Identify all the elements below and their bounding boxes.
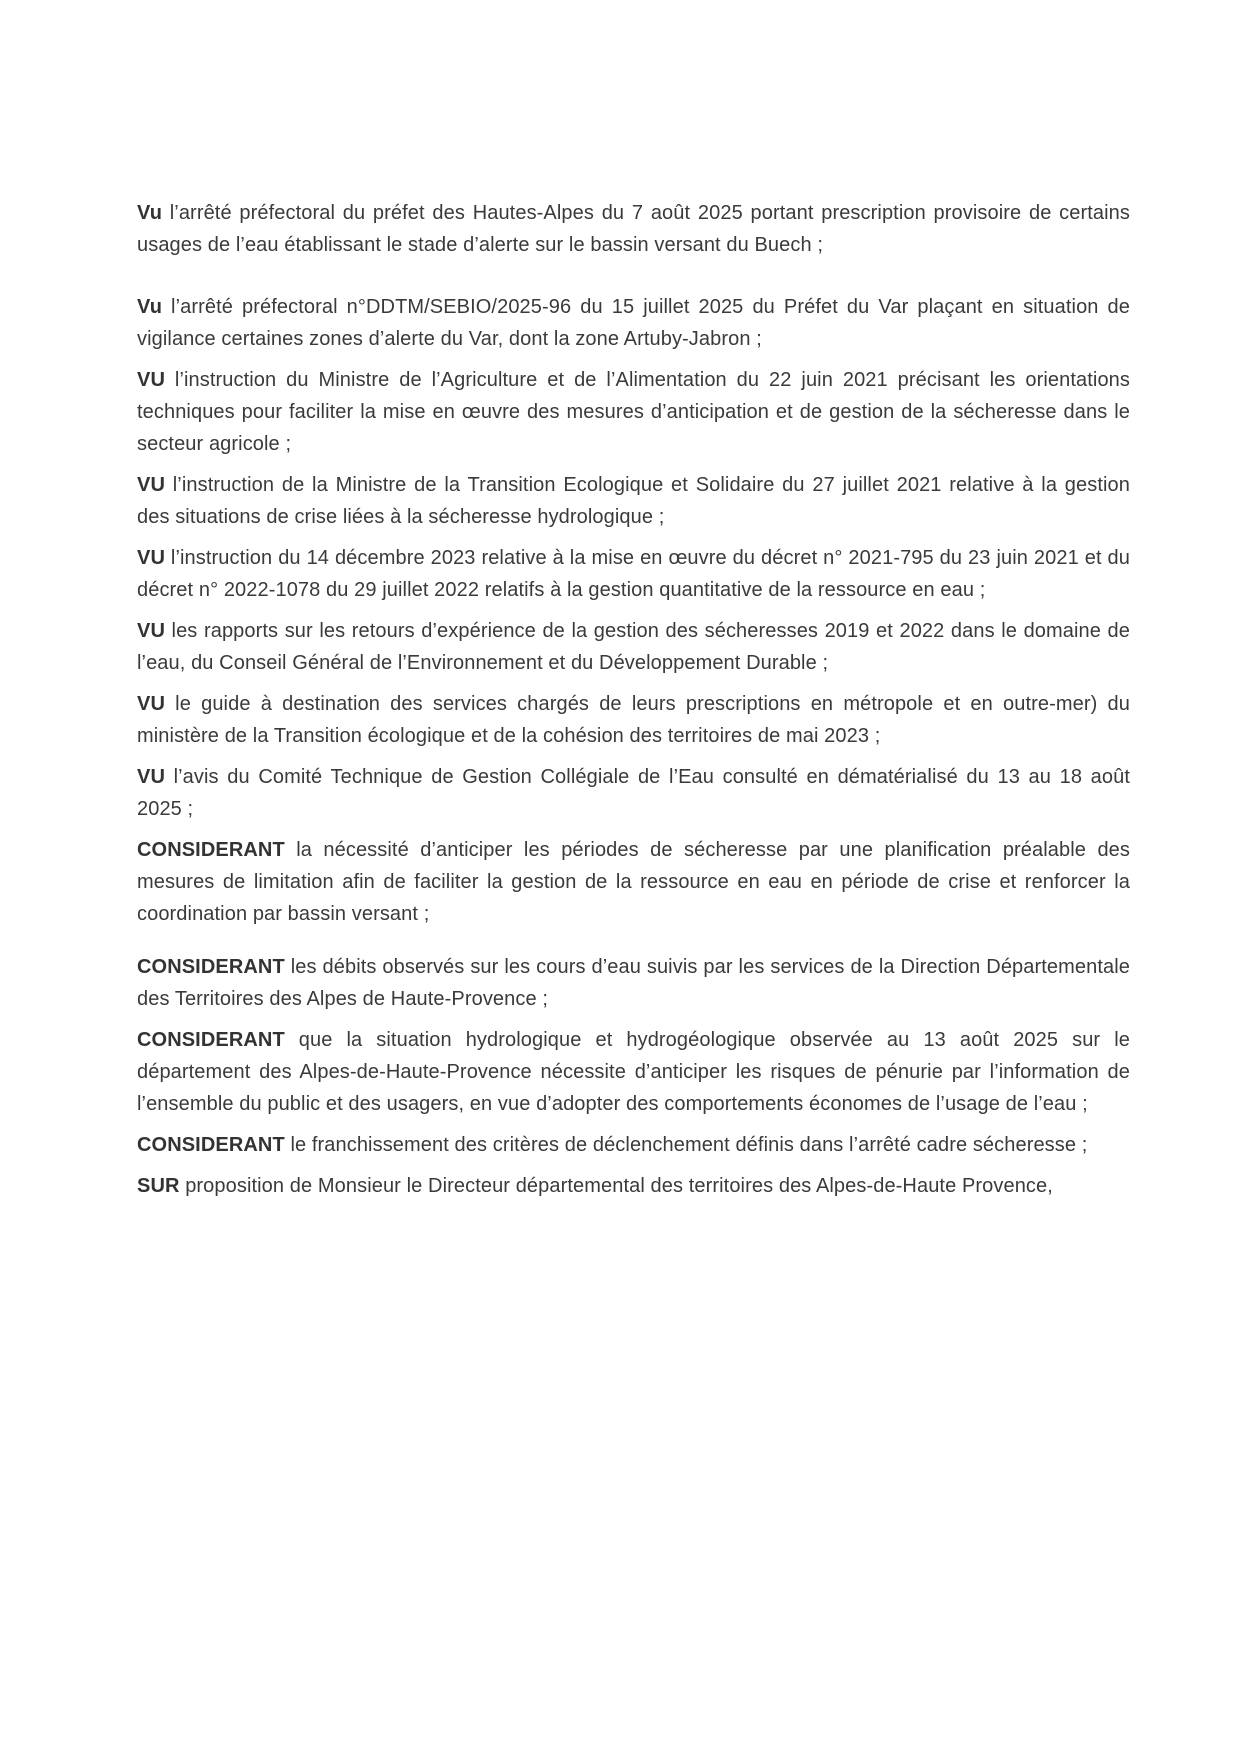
recital-keyword: SUR bbox=[137, 1175, 180, 1197]
recital-text: l’instruction de la Ministre de la Transition Ecologique et Solidaire du 27 juillet 2021 relative à la gestion des situations de crise liées à la sécheresse hydrologique ; bbox=[137, 474, 1130, 528]
recital-paragraph bbox=[137, 1170, 1130, 1202]
recital-text: proposition de Monsieur le Directeur départemental des territoires des Alpes-de-Haute Provence, bbox=[179, 1175, 1053, 1197]
recital-text: l’instruction du Ministre de l’Agriculture et de l’Alimentation du 22 juin 2021 précisant les orientations techniques pour faciliter la mise en œuvre des mesures d’anticipation et de gestion de la sécheresse dans le secteur agricole ; bbox=[137, 369, 1130, 455]
recital-text: l’instruction du 14 décembre 2023 relative à la mise en œuvre du décret n° 2021-795 du 23 juin 2021 et du décret n° 2022-1078 du 29 juillet 2022 relatifs à la gestion quantitative de la ressource en eau ; bbox=[137, 547, 1130, 601]
recital-text: l’arrêté préfectoral n°DDTM/SEBIO/2025-96 du 15 juillet 2025 du Préfet du Var plaçant en situation de vigilance certaines zones d’alerte du Var, dont la zone Artuby-Jabron ; bbox=[137, 296, 1130, 350]
recital-keyword: CONSIDERANT bbox=[137, 1134, 285, 1156]
recital-keyword: CONSIDERANT bbox=[137, 1029, 285, 1051]
recital-paragraph bbox=[137, 1024, 1130, 1120]
recital-keyword: VU bbox=[137, 620, 165, 642]
document-body bbox=[137, 197, 1130, 1211]
recital-keyword: VU bbox=[137, 766, 165, 788]
recital-keyword: VU bbox=[137, 693, 165, 715]
recital-paragraph bbox=[137, 951, 1130, 1015]
recital-paragraph bbox=[137, 197, 1130, 261]
recital-text: le guide à destination des services chargés de leurs prescriptions en métropole et en outre-mer) du ministère de la Transition écologique et de la cohésion des territoires de mai 2023 ; bbox=[137, 693, 1130, 747]
recital-text: l’avis du Comité Technique de Gestion Collégiale de l’Eau consulté en dématérialisé du 13 au 18 août 2025 ; bbox=[137, 766, 1130, 820]
recital-text: les débits observés sur les cours d’eau suivis par les services de la Direction Départementale des Territoires des Alpes de Haute-Provence ; bbox=[137, 956, 1130, 1010]
recital-paragraph bbox=[137, 291, 1130, 355]
recital-text: le franchissement des critères de déclenchement définis dans l’arrêté cadre sécheresse ; bbox=[284, 1134, 1088, 1156]
recital-paragraph bbox=[137, 615, 1130, 679]
recital-keyword: VU bbox=[137, 474, 165, 496]
recital-text: la nécessité d’anticiper les périodes de sécheresse par une planification préalable des mesures de limitation afin de faciliter la gestion de la ressource en eau en période de crise et renforcer la coordination par bassin versant ; bbox=[137, 839, 1130, 925]
recital-paragraph bbox=[137, 469, 1130, 533]
recital-keyword: VU bbox=[137, 547, 165, 569]
recital-keyword: CONSIDERANT bbox=[137, 956, 285, 978]
recital-paragraph bbox=[137, 364, 1130, 460]
recital-paragraph bbox=[137, 834, 1130, 930]
recital-paragraph bbox=[137, 761, 1130, 825]
recital-keyword: VU bbox=[137, 369, 165, 391]
recital-text: l’arrêté préfectoral du préfet des Hautes-Alpes du 7 août 2025 portant prescription provisoire de certains usages de l’eau établissant le stade d’alerte sur le bassin versant du Buech ; bbox=[137, 202, 1130, 256]
recital-paragraph bbox=[137, 688, 1130, 752]
recital-paragraph bbox=[137, 1129, 1130, 1161]
recital-keyword: CONSIDERANT bbox=[137, 839, 285, 861]
recital-keyword: Vu bbox=[137, 296, 163, 318]
recital-paragraph bbox=[137, 542, 1130, 606]
recital-text: que la situation hydrologique et hydrogéologique observée au 13 août 2025 sur le département des Alpes-de-Haute-Provence nécessite d’anticiper les risques de pénurie par l’information de l’ensemble du public et des usagers, en vue d’adopter des comportements économes de l’usage de l’eau ; bbox=[137, 1029, 1130, 1115]
recital-text: les rapports sur les retours d’expérience de la gestion des sécheresses 2019 et 2022 dans le domaine de l’eau, du Conseil Général de l’Environnement et du Développement Durable ; bbox=[137, 620, 1130, 674]
recital-keyword: Vu bbox=[137, 202, 163, 224]
